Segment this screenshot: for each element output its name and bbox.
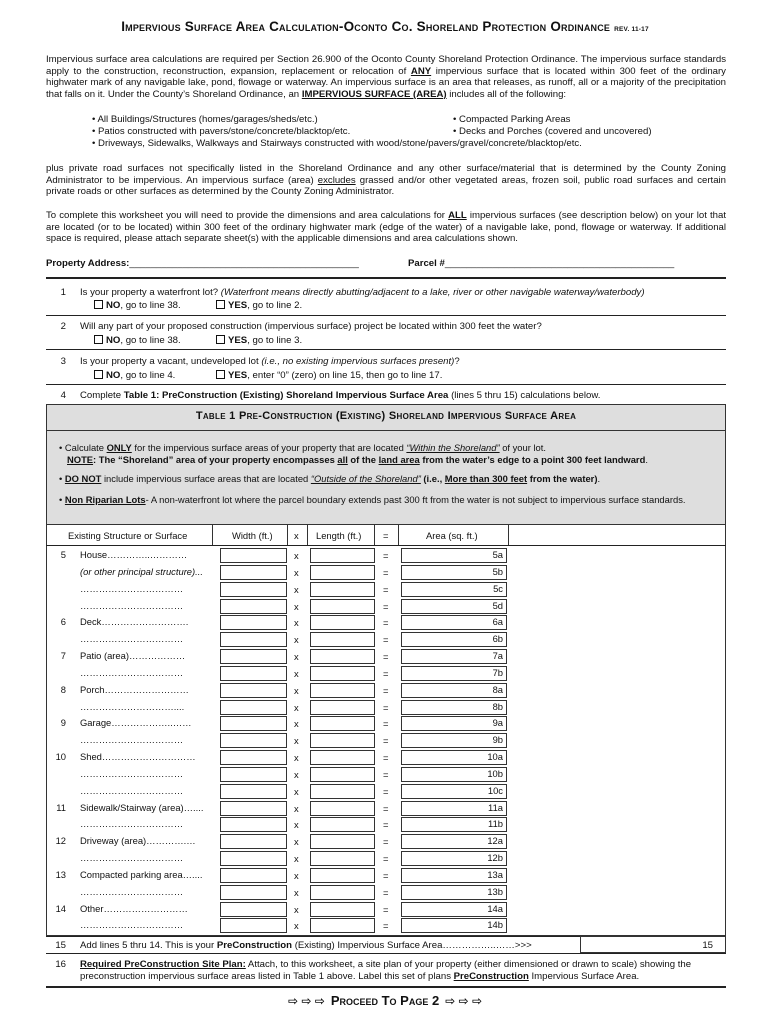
length-input[interactable] [310,767,375,782]
divider [46,277,726,279]
equals-sign: = [383,785,389,797]
question-1-no-option[interactable]: NO, go to line 38. [94,300,181,312]
times-sign: x [294,903,299,915]
line-code: 6b [492,633,503,645]
question-3-number: 3 [60,356,66,367]
intro-paragraph-2: plus private road surfaces not specifically listed in the Shoreland Ordinance and any other surface/material that is determined by the County Zoning Administrator to be impervious. An impervious surface (area) excludes grassed and/or other vegetated areas, frozen soil, public road surfaces and certain private roads or other surfaces as determined by the County Zoning Administrator. [46,163,727,198]
equals-sign: = [383,667,389,679]
line-code: 5a [492,549,503,560]
line-code: 13b [487,885,503,897]
width-input[interactable] [220,716,287,731]
line-code: 7a [492,650,503,662]
table-row [46,749,726,766]
table-row [46,884,726,901]
line-code: 10c [487,784,503,796]
equals-sign: = [383,566,389,578]
proceed-label: Proceed To Page 2 [330,993,440,1008]
arrow-right-icon: ⇨ ⇨ ⇨ [445,994,483,1008]
width-input[interactable] [220,868,287,883]
column-header-area: Area (sq. ft.) [426,530,478,541]
width-input[interactable] [220,615,287,630]
line-15-number: 15 [55,940,66,951]
question-3-yes-option[interactable]: YES, enter “0” (zero) on line 15, then go to line 17. [216,370,442,382]
length-input[interactable] [310,649,375,664]
question-3-text: Is your property a vacant, undeveloped lot (i.e., no existing impervious surfaces present)? [80,356,460,367]
divider [398,525,399,545]
question-1-text: Is your property a waterfront lot? (Waterfront means directly abutting/adjacent to a lake, river or other navigable waterway/waterbody) [80,287,645,298]
line-code: 5c [493,582,503,594]
times-sign: x [294,853,299,865]
row-label: Garage………………..…… [80,717,192,729]
table-row [46,833,726,850]
row-number: 6 [60,616,66,628]
length-input[interactable] [310,565,375,580]
column-header-x: x [294,530,299,541]
table-row [46,715,726,732]
times-sign: x [294,920,299,932]
times-sign: x [294,684,299,696]
row-label: Sidewalk/Stairway (area)….... [80,801,204,813]
divider [46,986,726,988]
row-number: 10 [55,751,66,763]
question-4-text: Complete Table 1: PreConstruction (Existing) Shoreland Impervious Surface Area (lines 5 thru 15) calculations below. [80,390,601,401]
bullet-right-2: • Decks and Porches (covered and uncovered) [453,126,652,137]
column-header-length: Length (ft.) [316,530,362,541]
width-input[interactable] [220,784,287,799]
times-sign: x [294,819,299,831]
row-label: …………………………… [80,633,184,645]
table-row [46,614,726,631]
equals-sign: = [383,583,389,595]
equals-sign: = [383,752,389,764]
length-input[interactable] [310,801,375,816]
equals-sign: = [383,802,389,814]
equals-sign: = [383,886,389,898]
width-input[interactable] [220,632,287,647]
length-input[interactable] [310,632,375,647]
table-1-bullet-2: • DO NOT include impervious surface areas that are located “Outside of the Shoreland” (i.e., More than 300 feet from the water). [59,473,601,484]
equals-sign: = [383,903,389,915]
table-row [46,699,726,716]
question-1-yes-option[interactable]: YES, go to line 2. [216,300,302,312]
intro-paragraph-3: To complete this worksheet you will need to provide the dimensions and area calculations for ALL impervious surfaces (see description below) on your lot that are located (or to be located) within 300 feet of the ordinary highwater mark (edge of the water) of a navigable lake, pond, flowage or waterway. If additional space is required, please attach separate sheet(s) with the applicable dimensions and area calculations shown. [46,210,726,245]
line-15-total-field[interactable] [580,936,726,953]
table-1-title: Table 1 Pre-Construction (Existing) Shoreland Impervious Surface Area [195,410,577,422]
line-code: 11a [488,801,503,813]
row-number: 12 [55,835,66,847]
table-row [46,867,726,884]
times-sign: x [294,735,299,747]
bullet-left-1: • All Buildings/Structures (homes/garages/sheds/etc.) [92,114,318,125]
times-sign: x [294,634,299,646]
table-row [46,732,726,749]
bullet-right-1: • Compacted Parking Areas [453,114,571,125]
times-sign: x [294,785,299,797]
row-number: 5 [60,549,66,560]
length-input[interactable] [310,716,375,731]
table-row [46,850,726,867]
line-code: 10b [487,767,503,779]
table-row [46,564,726,581]
checkbox-icon[interactable] [216,370,225,379]
form-title: Impervious Surface Area Calculation-Oconto Co. Shoreland Protection Ordinance [121,19,611,34]
parcel-number-field[interactable]: Parcel #___________________________________________ [408,258,675,269]
row-label: Deck………………………. [80,616,189,628]
row-label: Compacted parking area….... [80,868,203,880]
length-input[interactable] [310,784,375,799]
length-input[interactable] [310,868,375,883]
length-input[interactable] [310,750,375,765]
property-address-field[interactable]: Property Address:___________________________________________ [46,258,359,269]
question-1-number: 1 [60,287,66,298]
times-sign: x [294,836,299,848]
line-code: 11b [488,818,503,830]
table-1-instructions [46,404,726,525]
line-16-text: Required PreConstruction Site Plan: Attach, to this worksheet, a site plan of your property (either dimensioned or drawn to scale) showing the preconstruction impervious surface areas listed in Table 1 above. Label this set of plans PreConstruction Impervious Surface Area. [80,959,692,982]
table-row [46,783,726,800]
equals-sign: = [383,684,389,696]
checkbox-icon[interactable] [94,335,103,344]
width-input[interactable] [220,599,287,614]
divider [46,545,726,546]
checkbox-icon[interactable] [216,335,225,344]
line-code: 8a [492,683,503,695]
row-label: Porch……………………… [80,683,189,695]
length-input[interactable] [310,733,375,748]
equals-sign: = [383,920,389,932]
table-row [46,682,726,699]
table-row [46,631,726,648]
row-label: ………………………….... [80,700,185,712]
length-input[interactable] [310,615,375,630]
equals-sign: = [383,634,389,646]
line-code: 5b [492,565,503,577]
line-code: 10a [487,751,503,763]
line-15-box-label: 15 [702,940,713,951]
row-label: (or other principal structure)... [80,565,203,577]
line-15-text: Add lines 5 thru 14. This is your PreConstruction (Existing) Impervious Surface Area……………..……>>> [80,940,532,951]
width-input[interactable] [220,733,287,748]
times-sign: x [294,869,299,881]
row-number: 9 [60,717,66,729]
divider [46,953,726,954]
equals-sign: = [383,869,389,881]
column-header-structure: Existing Structure or Surface [68,530,188,541]
table-row [46,598,726,615]
width-input[interactable] [220,817,287,832]
divider [307,525,308,545]
line-code: 14b [487,919,503,931]
divider [508,525,509,545]
width-input[interactable] [220,683,287,698]
equals-sign: = [383,550,389,561]
row-label: …………………………… [80,885,184,897]
length-input[interactable] [310,666,375,681]
divider [46,315,726,316]
row-number: 7 [60,650,66,662]
line-code: 9a [492,717,503,729]
row-label: …………………………… [80,784,184,796]
length-input[interactable] [310,851,375,866]
length-input[interactable] [310,885,375,900]
width-input[interactable] [220,885,287,900]
question-2-no-option[interactable]: NO, go to line 38. [94,335,181,347]
row-label: …………………………… [80,734,184,746]
row-label: Other……………………… [80,902,188,914]
revision-label: REV. 11-17 [614,26,649,33]
row-label: …………………………… [80,852,184,864]
checkbox-icon[interactable] [94,370,103,379]
table-row [46,581,726,598]
equals-sign: = [383,768,389,780]
length-input[interactable] [310,700,375,715]
line-code: 12a [487,835,503,847]
times-sign: x [294,701,299,713]
row-label: Patio (area)……………… [80,650,186,662]
proceed-to-page-2[interactable] [0,993,770,1008]
page-title [0,19,770,34]
times-sign: x [294,617,299,629]
row-number: 11 [56,801,66,813]
width-input[interactable] [220,902,287,917]
divider [47,430,725,431]
table-row [46,648,726,665]
table-row [46,901,726,918]
line-code: 12b [487,852,503,864]
width-input[interactable] [220,649,287,664]
equals-sign: = [383,735,389,747]
table-1-bullet-1: • Calculate ONLY for the impervious surface areas of your property that are located “Within the Shoreland” of your lot. NOTE: The “Shoreland” area of your property encompasses all of the land area from the water’s edge to a point 300 feet landward. [59,442,648,465]
divider [287,525,288,545]
bullet-left-2: • Patios constructed with pavers/stone/concrete/blacktop/etc. [92,126,351,137]
question-4-number: 4 [60,390,66,401]
width-input[interactable] [220,582,287,597]
width-input[interactable] [220,666,287,681]
line-code: 6a [492,616,503,628]
times-sign: x [294,651,299,663]
times-sign: x [294,718,299,730]
row-number: 13 [55,868,66,880]
intro-paragraph-1: Impervious surface area calculations are required per Section 26.900 of the Oconto County Shoreland Protection Ordinance. The impervious surface standards apply to the construction, reconstruction, expansion, replacement or relocation of ANY impervious surface that is located within 300 feet of the ordinary highwater mark of any navigable lake, pond, flowage or waterway. An impervious surface is an area that releases, as runoff, all or a majority of the precipitation that falls on it. Under the County’s Shoreland Ordinance, an IMPERVIOUS SURFACE (AREA) includes all of the following: [46,54,726,100]
column-header-equals: = [383,530,389,541]
equals-sign: = [383,617,389,629]
row-number: 14 [55,902,66,914]
row-number: 8 [60,683,66,695]
equals-sign: = [383,836,389,848]
line-code: 5d [492,599,503,611]
length-input[interactable] [310,548,375,563]
line-code: 9b [492,734,503,746]
length-input[interactable] [310,582,375,597]
table-row [46,665,726,682]
equals-sign: = [383,600,389,612]
question-2-text: Will any part of your proposed construction (impervious surface) project be located within 300 feet the water? [80,321,542,332]
table-row [46,917,726,934]
row-label: …………………………… [80,919,184,931]
question-3-no-option[interactable]: NO, go to line 4. [94,370,175,382]
length-input[interactable] [310,918,375,933]
equals-sign: = [383,651,389,663]
table-row [46,800,726,817]
line-code: 7b [492,666,503,678]
arrow-right-icon: ⇨ ⇨ ⇨ [287,994,325,1008]
row-label: Driveway (area)………….… [80,835,196,847]
row-label: …………………………… [80,599,184,611]
checkbox-icon[interactable] [216,300,225,309]
width-input[interactable] [220,750,287,765]
times-sign: x [294,550,299,561]
length-input[interactable] [310,834,375,849]
divider [46,384,726,385]
length-input[interactable] [310,683,375,698]
equals-sign: = [383,718,389,730]
table-row [46,766,726,783]
checkbox-icon[interactable] [94,300,103,309]
row-label: Shed………………………… [80,751,196,763]
table-row [46,816,726,833]
row-label: …………………………… [80,767,184,779]
width-input[interactable] [220,767,287,782]
equals-sign: = [383,819,389,831]
row-label: …………………………… [80,582,184,594]
column-header-width: Width (ft.) [232,530,273,541]
divider [212,525,213,545]
times-sign: x [294,768,299,780]
times-sign: x [294,566,299,578]
width-input[interactable] [220,565,287,580]
width-input[interactable] [220,834,287,849]
table-1-bullet-3: • Non Riparian Lots- A non-waterfront lot where the parcel boundary extends past 300 ft from the water is not subject to impervious surface standards. [59,494,686,505]
times-sign: x [294,600,299,612]
times-sign: x [294,667,299,679]
row-label: House…………..………… [80,549,188,560]
length-input[interactable] [310,817,375,832]
row-label: …………………………… [80,666,184,678]
line-code: 13a [487,868,503,880]
width-input[interactable] [220,851,287,866]
width-input[interactable] [220,801,287,816]
times-sign: x [294,752,299,764]
equals-sign: = [383,701,389,713]
length-input[interactable] [310,599,375,614]
length-input[interactable] [310,902,375,917]
line-16-number: 16 [55,959,66,970]
line-code: 14a [487,902,503,914]
question-2-number: 2 [60,321,66,332]
bullet-wide: • Driveways, Sidewalks, Walkways and Stairways constructed with wood/stone/pavers/gravel/concrete/blacktop/etc. [92,138,582,149]
row-label: …………………………… [80,818,184,830]
width-input[interactable] [220,700,287,715]
question-2-yes-option[interactable]: YES, go to line 3. [216,335,302,347]
times-sign: x [294,886,299,898]
equals-sign: = [383,853,389,865]
times-sign: x [294,583,299,595]
width-input[interactable] [220,918,287,933]
divider [46,349,726,350]
table-row [46,547,726,564]
line-code: 8b [492,700,503,712]
width-input[interactable] [220,548,287,563]
times-sign: x [294,802,299,814]
divider [374,525,375,545]
